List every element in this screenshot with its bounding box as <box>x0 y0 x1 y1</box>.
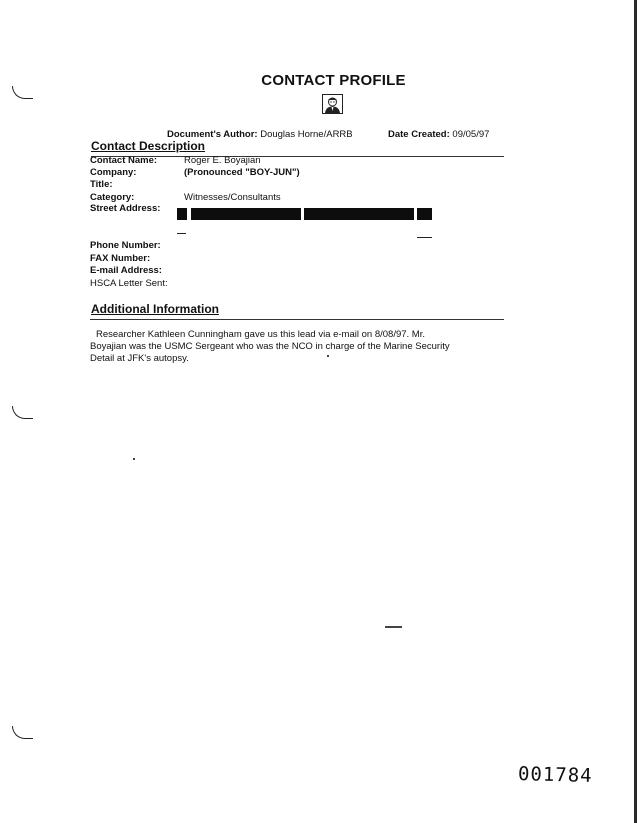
section-divider <box>90 319 504 320</box>
field-label: HSCA Letter Sent: <box>90 278 168 289</box>
author-value: Douglas Horne/ARRB <box>260 129 353 140</box>
scan-speck <box>133 458 135 460</box>
redaction-bar <box>177 208 187 220</box>
field-label: FAX Number: <box>90 253 151 264</box>
document-number-stamp: 001784 <box>517 763 593 787</box>
field-label: Contact Name: <box>90 155 158 166</box>
contact-name-value: Roger E. Boyajian <box>184 155 261 166</box>
redaction-bar <box>304 208 414 220</box>
field-label: Company: <box>90 167 137 178</box>
field-label: Street Address: <box>90 203 161 214</box>
date-created <box>388 129 489 140</box>
date-label: Date Created: <box>388 129 450 140</box>
paragraph-line: Boyajian was the USMC Sergeant who was the NCO in charge of the Marine Security <box>90 341 450 352</box>
paragraph-line: Detail at JFK's autopsy. <box>90 353 189 364</box>
contact-description-heading: Contact Description <box>91 139 206 153</box>
scan-speck <box>385 626 402 628</box>
page-title: CONTACT PROFILE <box>261 72 406 89</box>
category-value: Witnesses/Consultants <box>184 192 281 203</box>
paragraph-line: Researcher Kathleen Cunningham gave us this lead via e-mail on 8/08/97. Mr. <box>96 329 425 340</box>
author-label: Document's Author: <box>167 129 258 140</box>
redaction-mark <box>417 237 432 238</box>
binder-hole-mark <box>12 726 33 739</box>
additional-information-text <box>90 329 490 365</box>
company-value: (Pronounced "BOY-JUN") <box>184 167 300 178</box>
contact-person-icon <box>322 94 343 114</box>
field-label: Title: <box>90 179 113 190</box>
additional-information-heading: Additional Information <box>91 302 219 316</box>
field-label: E-mail Address: <box>90 265 162 276</box>
date-value: 09/05/97 <box>452 129 490 140</box>
redaction-mark <box>177 233 186 234</box>
field-label: Phone Number: <box>90 240 161 251</box>
redaction-bar <box>417 208 432 220</box>
redaction-bar <box>191 208 301 220</box>
binder-hole-mark <box>12 406 33 419</box>
scan-speck <box>327 355 329 357</box>
field-label: Category: <box>90 192 135 203</box>
